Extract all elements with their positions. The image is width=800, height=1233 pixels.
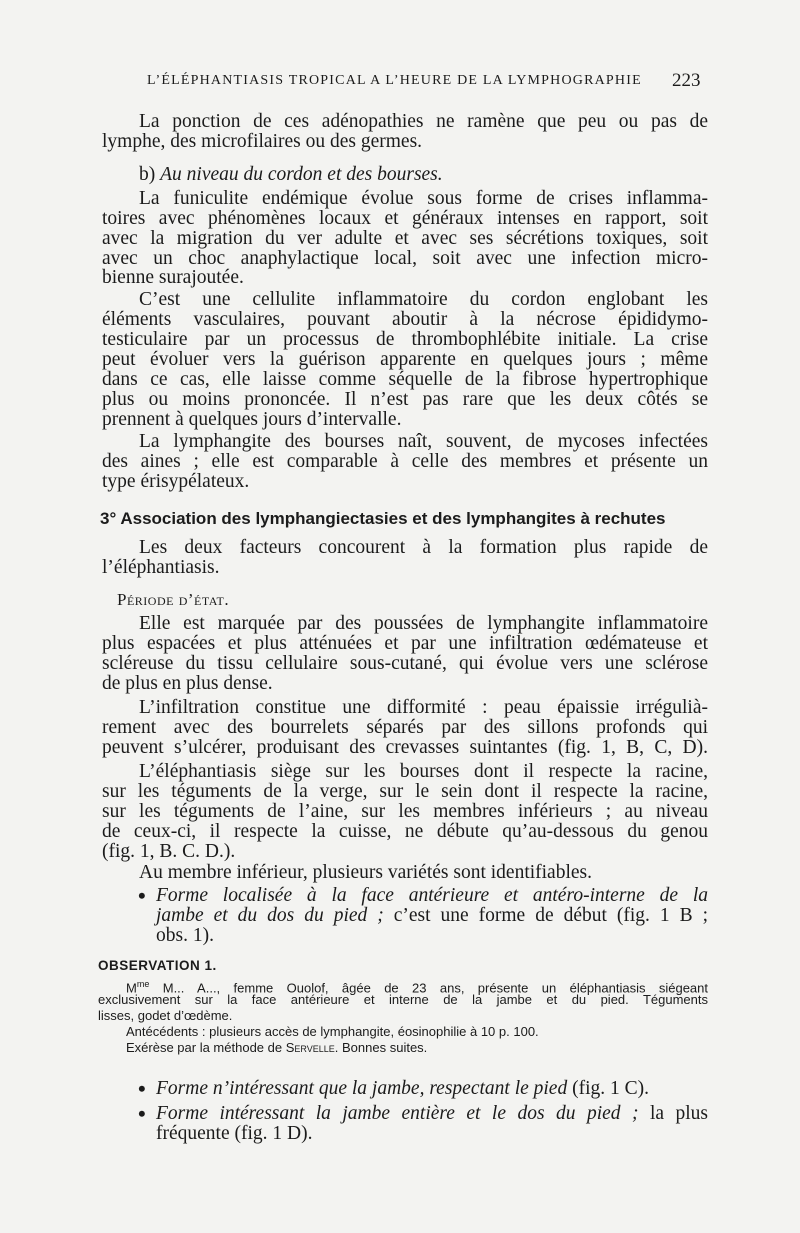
text-line: peuvent s’ulcérer, produisant des crevasses suintantes (fig. 1, B, C, D). [102, 737, 708, 758]
text-line: dans ce cas, elle laisse comme séquelle de la fibrose hypertrophique [102, 369, 708, 390]
observation-line: Antécédents : plusieurs accès de lymphangite, éosinophilie à 10 p. 100. [126, 1024, 539, 1039]
text-line: scléreuse du tissu cellulaire sous-cutané, qui évolue vers une sclérose [102, 653, 708, 674]
page-number: 223 [672, 70, 701, 91]
text-line: plus ou moins prononcée. Il n’est pas rare que les deux côtés se [102, 389, 708, 410]
text-line: rement avec des bourrelets séparés par des sillons profonds qui [102, 717, 708, 738]
list-item-text: Forme n’intéressant que la jambe, respectant le pied (fig. 1 C). [156, 1078, 649, 1099]
text-line: avec un choc anaphylactique local, soit avec une infection micro- [102, 248, 708, 269]
text-line: sur les téguments de l’aine, sur les membres inférieurs ; au niveau [102, 801, 708, 822]
list-item-text: fréquente (fig. 1 D). [156, 1123, 313, 1144]
list-item-text: Forme intéressant la jambe entière et le dos du pied ; la plus [156, 1103, 708, 1124]
text-line: avec la migration du ver adulte et avec ses sécrétions toxiques, soit [102, 228, 708, 249]
observation-line: lisses, godet d’œdème. [98, 1008, 233, 1023]
text-line: La funiculite endémique évolue sous forme de crises inflamma- [139, 188, 708, 209]
text-line: testiculaire par un processus de thrombophlébite initiale. La crise [102, 329, 708, 350]
text-line: lymphe, des microfilaires ou des germes. [102, 131, 423, 152]
running-header: L’ÉLÉPHANTIASIS TROPICAL A L’HEURE DE LA LYMPHOGRAPHIE [147, 73, 642, 88]
text-line: de plus en plus dense. [102, 673, 273, 694]
text-line: plus espacées et plus atténuées et par une infiltration œdémateuse et [102, 633, 708, 654]
bullet-dot: • [138, 1076, 146, 1101]
text-line: C’est une cellulite inflammatoire du cordon englobant les [139, 289, 708, 310]
text-line: l’éléphantiasis. [102, 557, 220, 578]
bullet-dot: • [138, 883, 146, 908]
list-item-text: Forme localisée à la face antérieure et antéro-interne de la [156, 885, 708, 906]
text-line: Au membre inférieur, plusieurs variétés sont identifiables. [139, 862, 593, 883]
list-item-text: obs. 1). [156, 925, 214, 946]
section-heading: 3° Association des lymphangiectasies et des lymphangites à rechutes [100, 509, 666, 528]
text-line: des aines ; elle est comparable à celle des membres et présente un [102, 451, 708, 472]
text-line: type érisypélateux. [102, 471, 250, 492]
text-line: Les deux facteurs concourent à la formation plus rapide de [139, 537, 708, 558]
observation-line: Exérèse par la méthode de Servelle. Bonnes suites. [126, 1040, 428, 1055]
period-heading: Période d’état. [117, 590, 230, 609]
text-line: peut évoluer vers la guérison apparente en quelques jours ; même [102, 349, 708, 370]
subsection-heading: b) Au niveau du cordon et des bourses. [139, 164, 443, 185]
text-line: L’éléphantiasis siège sur les bourses dont il respecte la racine, [139, 761, 708, 782]
text-line: toires avec phénomènes locaux et généraux intenses en rapport, soit [102, 208, 708, 229]
text-line: sur les téguments de la verge, sur le sein dont il respecte la racine, [102, 781, 708, 802]
text-line: La lymphangite des bourses naît, souvent, de mycoses infectées [139, 431, 708, 452]
text-line: bienne surajoutée. [102, 267, 244, 288]
bullet-dot: • [138, 1101, 146, 1126]
text-line: La ponction de ces adénopathies ne ramène que peu ou pas de [139, 111, 708, 132]
list-item-text: jambe et du dos du pied ; c’est une forme de début (fig. 1 B ; [156, 905, 708, 926]
observation-line: $M^{me}$ M... A..., femme Ouolof, âgée de 23 ans, présente un éléphantiasis siégeant [126, 979, 708, 996]
text-line: éléments vasculaires, pouvant aboutir à la nécrose épididymo- [102, 309, 708, 330]
text-line: prennent à quelques jours d’intervalle. [102, 409, 402, 430]
text-line: de ceux-ci, il respecte la cuisse, ne débute qu’au-dessous du genou [102, 821, 708, 842]
observation-title: OBSERVATION 1. [98, 958, 217, 973]
observation-line: exclusivement sur la face antérieure et interne de la jambe et du pied. Téguments [98, 992, 708, 1007]
text-line: Elle est marquée par des poussées de lymphangite inflammatoire [139, 613, 708, 634]
text-line: (fig. 1, B. C. D.). [102, 841, 236, 862]
text-line: L’infiltration constitue une difformité : peau épaissie irrégulià- [139, 697, 708, 718]
